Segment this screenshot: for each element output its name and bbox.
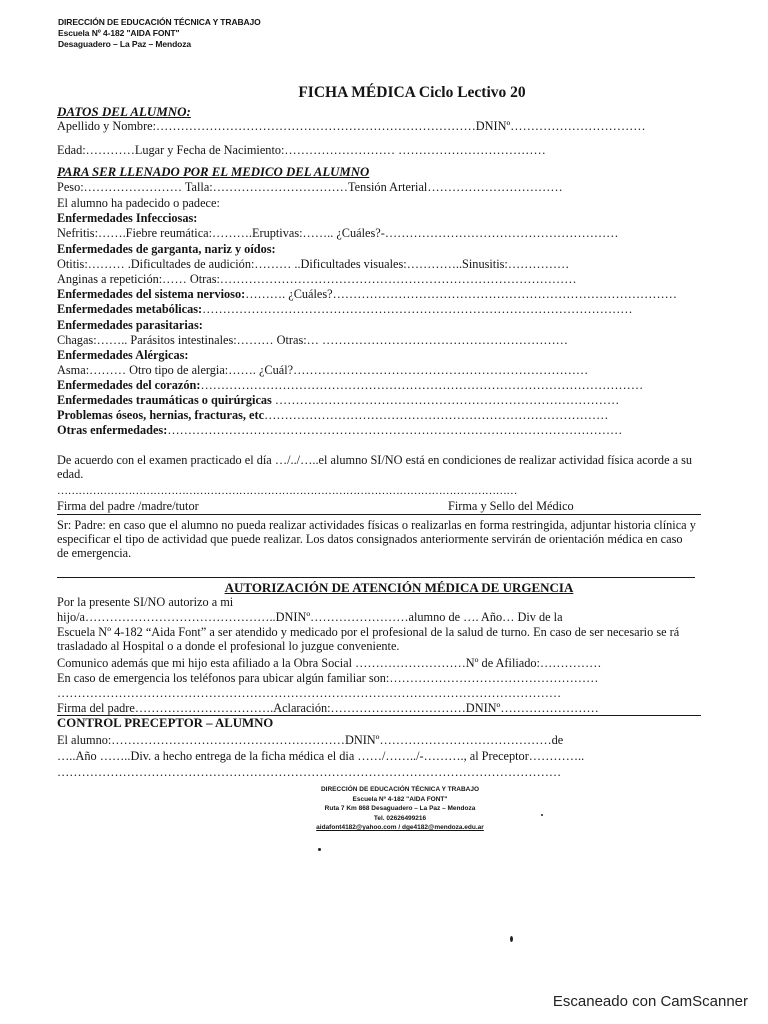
divider-line: [57, 577, 695, 578]
footer-emails: aidafont4182@yahoo.com / dge4182@mendoza.edu.ar: [316, 824, 484, 831]
field-oseos: [57, 408, 608, 423]
field-nervioso: [57, 287, 677, 302]
header-school: Escuela Nº 4-182 "AIDA FONT": [58, 28, 180, 38]
text-nota-padre: Sr: Padre: en caso que el alumno no pueda realizar actividades físicas o realizarlas en forma restringida, adjuntar historia clínica y especificar el tipo de actividad que puede realizar. Los datos consignados anteriormente servirán de orientación médica en caso de emergencia.: [57, 518, 696, 560]
value-traumaticas: …………………………………………………………………………: [274, 393, 620, 407]
field-nombre-dni: Apellido y Nombre:……………………………………………………………………DNINº……………………………: [57, 119, 646, 133]
field-asma: Asma:……… Otro tipo de alergia:……. ¿Cuál?………………………………………………………………: [57, 363, 589, 377]
heading-otras: Otras enfermedades:: [57, 423, 168, 437]
heading-oseos: Problemas óseos, hernias, fracturas, etc: [57, 408, 265, 422]
field-traumaticas: [57, 393, 619, 408]
field-chagas: Chagas:…….. Parásitos intestinales:……… Otras:… ……………………………………………………: [57, 333, 568, 347]
field-metabolicas: [57, 302, 633, 317]
footer-school: Escuela Nº 4-182 "AIDA FONT": [352, 795, 448, 803]
heading-garganta: Enfermedades de garganta, nariz y oídos:: [57, 242, 276, 256]
scan-speck: [541, 814, 543, 816]
scan-speck: [510, 936, 513, 942]
heading-corazon: Enfermedades del corazón:: [57, 378, 201, 392]
field-peso-talla: Peso:…………………… Talla:……………………………Tensión Arterial……………………………: [57, 180, 563, 194]
field-anginas: Anginas a repetición:…… Otras:……………………………………………………………………………: [57, 272, 577, 286]
field-telefonos: En caso de emergencia los teléfonos para ubicar algún familiar son:……………………………………………: [57, 671, 599, 685]
field-corazon: [57, 378, 643, 393]
header-location: Desaguadero – La Paz – Mendoza: [58, 39, 192, 49]
field-control-extra: ……………………………………………………………………………………………………………: [57, 765, 562, 779]
divider-line: [57, 514, 701, 515]
section-heading-urgencia: AUTORIZACIÓN DE ATENCIÓN MÉDICA DE URGENCIA: [224, 580, 574, 595]
scan-speck: [318, 848, 321, 851]
field-obra-social: Comunico además que mi hijo esta afiliado a la Obra Social ………………………Nº de Afiliado:……………: [57, 656, 602, 670]
header-direction: DIRECCIÓN DE EDUCACIÓN TÉCNICA Y TRABAJO: [58, 17, 261, 27]
value-metabolicas: ……………………………………………………………………………………………: [202, 302, 633, 316]
field-control-alumno: El alumno:…………………………………………………DNINº……………………………………de: [57, 733, 564, 747]
text-autorizo: Por la presente SI/NO autorizo a mi: [57, 595, 234, 609]
section-heading-medico: PARA SER LLENADO POR EL MEDICO DEL ALUMNO: [57, 165, 370, 179]
text-acuerdo-examen: De acuerdo con el examen practicado el día …/../…..el alumno SI/NO está en condiciones de realizar actividad física acorde a su edad.: [57, 453, 693, 481]
label-firma-medico: Firma y Sello del Médico: [448, 499, 574, 513]
label-firma-padre: Firma del padre /madre/tutor: [57, 499, 199, 513]
heading-nervioso: Enfermedades del sistema nervioso:: [57, 287, 246, 301]
field-telefonos-extra: ……………………………………………………………………………………………………………: [57, 686, 562, 700]
text-atencion: Escuela Nº 4-182 “Aida Font” a ser atendido y medicado por el profesional de la salud de turno. En caso de ser necesario se rá trasladado al Hospital o a donde el profesional lo juzgue conveniente.: [57, 625, 680, 653]
school-footer: [240, 785, 560, 833]
field-firma-aclaracion: Firma del padre…………………………….Aclaración:……………………………DNINº……………………: [57, 701, 599, 715]
heading-alergicas: Enfermedades Alérgicas:: [57, 348, 189, 362]
school-header: [58, 17, 261, 50]
footer-direction: DIRECCIÓN DE EDUCACIÓN TÉCNICA Y TRABAJO: [320, 786, 480, 793]
footer-address: Ruta 7 Km 868 Desaguadero – La Paz – Mendoza: [324, 805, 476, 812]
camscanner-watermark: Escaneado con CamScanner: [552, 993, 748, 1010]
field-otras: [57, 423, 622, 438]
field-hijo-dni: hijo/a………………………………………..DNINº……………………alumno de …. Año… Div de la: [57, 610, 563, 624]
field-infecciosas: Nefritis:…….Fiebre reumática:……….Eruptivas:…….. ¿Cuáles?-…………………………………………………: [57, 226, 619, 240]
field-control-entrega: …..Año ……..Div. a hecho entrega de la ficha médica el dia ……/……../-………., al Preceptor…………..: [57, 749, 585, 763]
footer-phone: Tel. 02626499216: [373, 814, 427, 822]
value-oseos: …………………………………………………………………………: [264, 408, 609, 422]
heading-infecciosas: Enfermedades Infecciosas:: [57, 211, 198, 225]
signature-dots: …………………………………………………………………………………………………………………: [57, 485, 518, 497]
value-corazon: ………………………………………………………………………………………………: [200, 378, 644, 392]
heading-metabolicas: Enfermedades metabólicas:: [57, 302, 203, 316]
field-otitis: Otitis:……… .Dificultades de audición:……… ..Dificultades visuales:…………..Sinusitis:……………: [57, 257, 570, 271]
value-otras: …………………………………………………………………………………………………: [167, 423, 623, 437]
value-nervioso: ………. ¿Cuáles?…………………………………………………………………………: [245, 287, 677, 301]
section-heading-alumno: DATOS DEL ALUMNO:: [57, 104, 191, 119]
page-title: FICHA MÉDICA Ciclo Lectivo 20: [298, 84, 526, 101]
section-heading-control: CONTROL PRECEPTOR – ALUMNO: [57, 716, 274, 730]
text-padecido: El alumno ha padecido o padece:: [57, 196, 220, 210]
field-edad-nacimiento: Edad:…………Lugar y Fecha de Nacimiento:……………………… ………………………………: [57, 143, 546, 157]
heading-parasitarias: Enfermedades parasitarias:: [57, 318, 203, 332]
heading-traumaticas: Enfermedades traumáticas o quirúrgicas: [57, 393, 272, 407]
